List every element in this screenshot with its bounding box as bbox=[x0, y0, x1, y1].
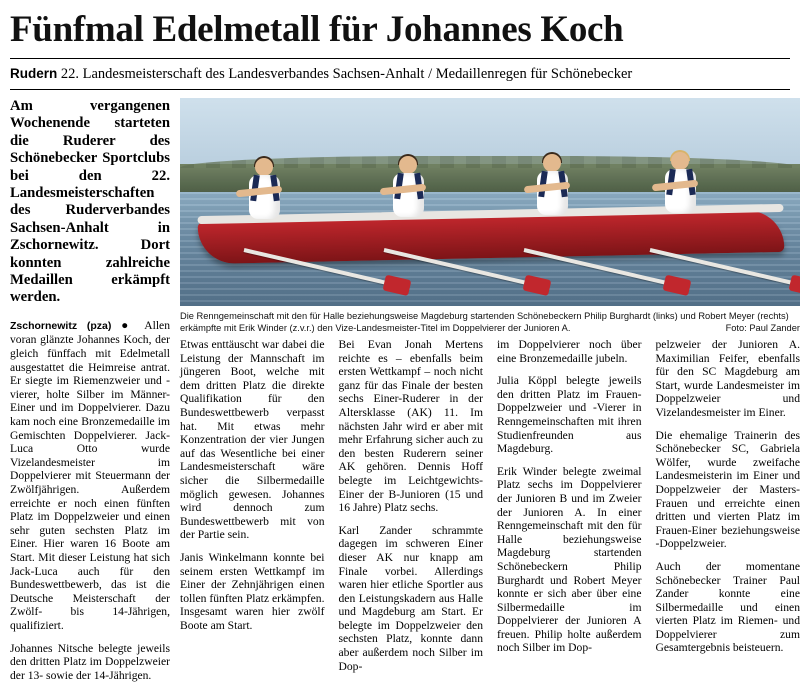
column-3 bbox=[497, 338, 642, 682]
subheadline bbox=[10, 65, 790, 83]
page-title: Fünfmal Edelmetall für Johannes Koch bbox=[10, 10, 790, 50]
rowing-photo bbox=[180, 98, 800, 306]
article-body bbox=[10, 98, 790, 618]
photo-block bbox=[180, 98, 800, 334]
caption-text: Die Renngemeinschaft mit den für Halle beziehungsweise Magdeburg startenden Schönebeckern Philip Burghardt (links) und Robert Meyer (rechts) erkämpfte mit Erik Winder (z.v.r.) den Vize-Landesmeister-Titel im Doppelvierer der Junioren A. bbox=[180, 311, 789, 333]
paragraph: Die ehemalige Trainerin des Schönebecker SC, Gabriela Wölfer, wurde zweifache Landesmeisterin im Einer und Doppelzweier der Masters-Frauen und erreichte einen dritten und vierten Platz im Frauen-Einer beziehungsweise -Doppelzweier. bbox=[656, 429, 800, 551]
paragraph: im Doppelvierer noch über eine Bronzemedaille jubeln. bbox=[497, 338, 642, 365]
paragraph: Julia Köppl belegte jeweils den dritten Platz im Frauen-Doppelzweier und -Vierer in Renngemeinschaften mit ihren Studienfreunden aus Magdeburg. bbox=[497, 374, 642, 456]
subheadline-text: 22. Landesmeisterschaft des Landesverbandes Sachsen-Anhalt / Medaillenregen für Schönebecker bbox=[61, 66, 632, 82]
lead-paragraph: Am vergangenen Wochenende starteten die Ruderer des Schönebecker Sportclubs bei den 22. Landesmeisterschaften des Ruderverbandes Sachsen-Anhalt in Zschornewitz. Dort konnten zahlreiche Medaillen erkämpft werden. bbox=[10, 98, 170, 307]
paragraph: Johannes Nitsche belegte jeweils den dritten Platz im Doppelzweier der 13- sowie der 14-Jährigen. bbox=[10, 642, 170, 683]
column-2 bbox=[339, 338, 484, 682]
paragraph bbox=[10, 319, 170, 633]
rower-figure bbox=[242, 158, 288, 236]
paragraph: Etwas enttäuscht war dabei die Leistung der Mannschaft im jüngeren Boot, welche mit dem dritten Platz die direkte Qualifikation für den Bundeswettbewerb verpasst hat. Mit etwas mehr Konzentration der vier Jungen auf das Wesentliche bei einer Landesmeisterschaft wäre sicher die Silbermedaille möglich gewesen. Johannes wird dennoch zum Bundeswettbewerb mit von der Partie sein. bbox=[180, 338, 325, 542]
paragraph: Bei Evan Jonah Mertens reichte es – ebenfalls beim ersten Wettkampf – noch nicht ganz für das Finale der besten sechs Einer-Ruderer in der Altersklasse (AK) 11. Im nächsten Jahr wird er aber mit mehr Erfahrung sicher auch zu den besten Ruderern seiner AK gehören. Dennis Hoff belegte im Leichtgewichts-Einer der B-Junioren (15 und 16 Jahre) Platz sechs. bbox=[339, 338, 484, 515]
column-1 bbox=[180, 338, 325, 682]
paragraph: Erik Winder belegte zweimal Platz sechs im Doppelvierer der Junioren B und im Zweier der Junioren A. In einer Renngemeinschaft mit den für Halle beziehungsweise Magdeburg startenden Schönebeckern Philip Burghardt und Robert Meyer konnte er sich aber über eine Silbermedaille im Doppelvierer der Junioren A freuen. Philip holte außerdem noch Silber im Dop- bbox=[497, 465, 642, 655]
divider-under-subheadline bbox=[10, 89, 790, 90]
dateline: Zschornewitz (pza) bbox=[10, 320, 111, 332]
column-4 bbox=[656, 338, 800, 682]
paragraph: Karl Zander schrammte dagegen im schweren Einer dieser AK nur knapp am Finale vorbei. Allerdings waren hier etliche Sportler aus den Leistungskadern aus Halle und Magdeburg am Start. Er belegte im Doppelzweier den sechsten Platz, konnte dann aber außerdem noch Silber im Dop- bbox=[339, 524, 484, 674]
text-columns bbox=[180, 338, 800, 682]
photo-caption bbox=[180, 311, 800, 334]
paragraph: Janis Winkelmann konnte bei seinem ersten Wettkampf im Einer der Zehnjährigen einen tollen fünften Platz erkämpfen. Insgesamt waren hier zwölf Boote am Start. bbox=[180, 551, 325, 633]
newspaper-page bbox=[0, 10, 800, 623]
rower-figure bbox=[658, 152, 704, 230]
paragraph: Auch der momentane Schönebecker Trainer Paul Zander konnte eine Silbermedaille und einen vierten Platz im Riemen- und Doppelvierer zum Gesamtergebnis beisteuern. bbox=[656, 560, 800, 655]
paragraph: pelzweier der Junioren A. Maximilian Feifer, ebenfalls für den SC Magdeburg am Start, wurde Landesmeister im Doppelzweier und Vizelandesmeister im Einer. bbox=[656, 338, 800, 420]
rower-figure bbox=[530, 154, 576, 232]
left-column-text bbox=[10, 319, 170, 682]
divider-top bbox=[10, 58, 790, 59]
photo-credit: Foto: Paul Zander bbox=[726, 323, 800, 335]
paragraph-text: ● Allen voran glänzte Johannes Koch, der gleich fünffach mit Edelmetall ausgestattet die Heimreise antrat. Er siegte im Riemenzweier und -vierer, holte Silber im Männer-Einer und im Doppelvierer. Dazu kam noch eine Bronzemedaille im Gemischten Doppelvierer. Jack-Luca Otto wurde Vizelandesmeister im Doppelvierer mit Steuermann der Zwölfjährigen. Außerdem erreichte er noch einen fünften Platz im Doppelzweier und einen sehr guten sechsten Platz im Einer. Hier waren 16 Boote am Start. Mit dieser Leistung hat sich Jack-Luca auch für den Bundeswettbewerb, das ist die Deutsche Meisterschaft der Zwölf- bis 14-Jährigen, qualifiziert. bbox=[10, 319, 170, 632]
column-left bbox=[10, 98, 170, 691]
rower-figure bbox=[386, 156, 432, 234]
section-kicker: Rudern bbox=[10, 66, 57, 81]
